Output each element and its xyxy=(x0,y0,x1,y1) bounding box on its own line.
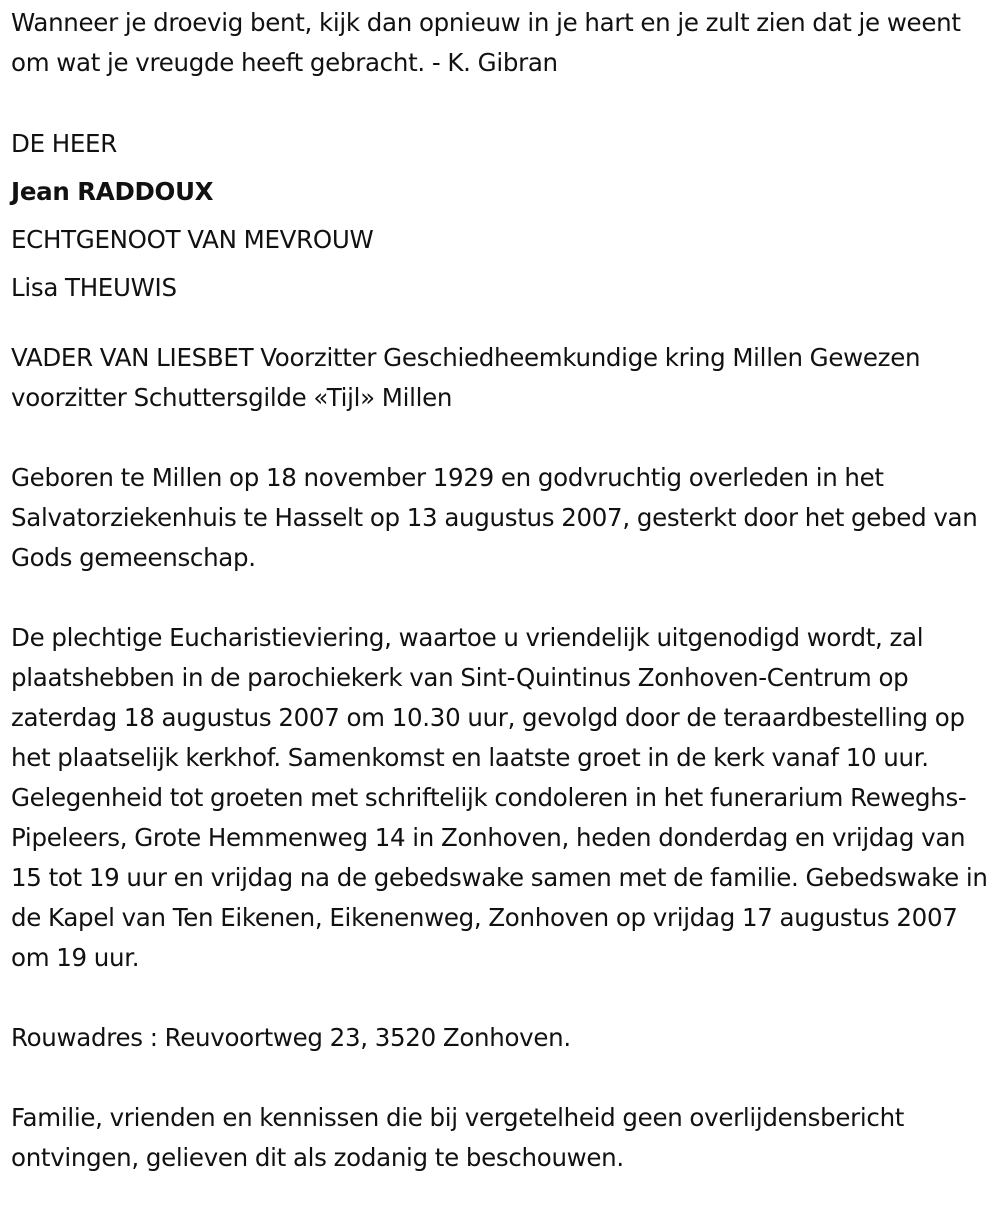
birth-death-paragraph: Geboren te Millen op 18 november 1929 en godvruchtig overleden in het Salvatorziekenhuis te Hasselt op 13 augustus 2007, gesterkt door het gebed van Gods gemeenschap. xyxy=(11,463,978,572)
obituary-notice xyxy=(11,3,996,1178)
spouse-name: Lisa THEUWIS xyxy=(11,273,177,302)
spouse-label: ECHTGENOOT VAN MEVROUW xyxy=(11,225,374,254)
mourning-address: Rouwadres : Reuvoortweg 23, 3520 Zonhoven. xyxy=(11,1023,571,1052)
closing-paragraph: Familie, vrienden en kennissen die bij vergetelheid geen overlijdensbericht ontvingen, gelieven dit als zodanig te beschouwen. xyxy=(11,1103,905,1172)
roles-paragraph: VADER VAN LIESBET Voorzitter Geschiedheemkundige kring Millen Gewezen voorzitter Schuttersgilde «Tijl» Millen xyxy=(11,343,921,412)
deceased-name: Jean RADDOUX xyxy=(11,177,214,206)
ceremony-paragraph: De plechtige Eucharistieviering, waartoe u vriendelijk uitgenodigd wordt, zal plaatshebben in de parochiekerk van Sint-Quintinus Zonhoven-Centrum op zaterdag 18 augustus 2007 om 10.30 uur, gevolgd door de teraardbestelling op het plaatselijk kerkhof. Samenkomst en laatste groet in de kerk vanaf 10 uur. Gelegenheid tot groeten met schriftelijk condoleren in het funerarium Reweghs-Pipeleers, Grote Hemmenweg 14 in Zonhoven, heden donderdag en vrijdag van 15 tot 19 uur en vrijdag na de gebedswake samen met de familie. Gebedswake in de Kapel van Ten Eikenen, Eikenenweg, Zonhoven op vrijdag 17 augustus 2007 om 19 uur. xyxy=(11,623,988,972)
deceased-block xyxy=(11,124,996,312)
opening-quote: Wanneer je droevig bent, kijk dan opnieuw in je hart en je zult zien dat je weent om wat je vreugde heeft gebracht. - K. Gibran xyxy=(11,8,961,77)
deceased-title: DE HEER xyxy=(11,129,117,158)
